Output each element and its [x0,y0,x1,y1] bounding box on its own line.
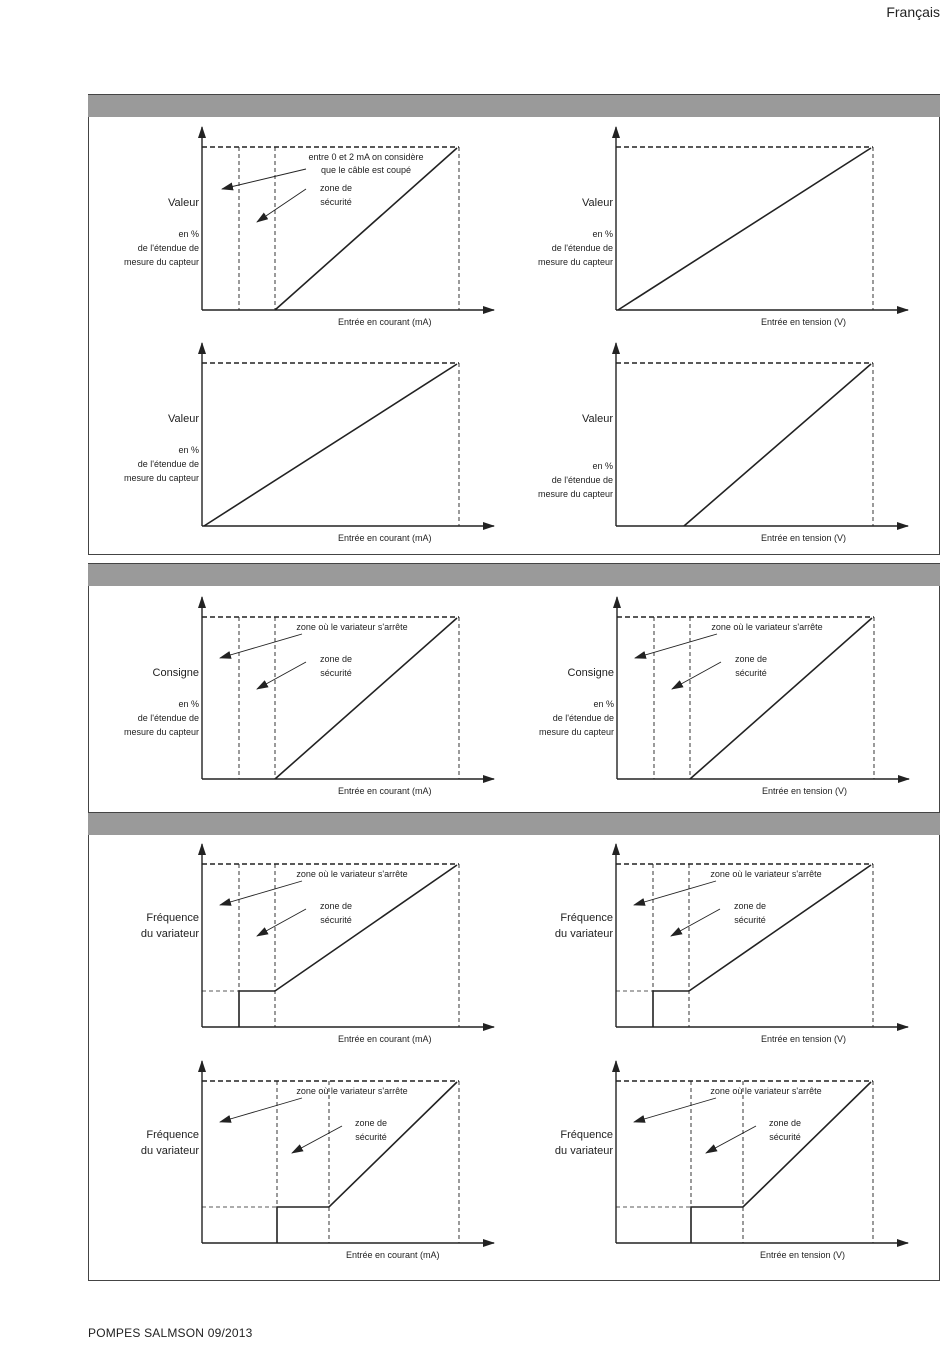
annotation-stop-zone: zone où le variateur s'arrête [296,869,408,879]
y-axis-sublabel: mesure du capteur [123,257,199,267]
annotation-arrow [220,634,302,658]
y-axis-sublabel: en % [178,699,199,709]
annotation-zone: zone de [354,1118,388,1128]
y-axis-sublabel: en % [592,461,613,471]
annotation-zone: sécurité [769,1132,801,1142]
y-axis-sublabel: mesure du capteur [537,257,613,267]
y-axis-label: Valeur [582,197,613,209]
annotation-arrow [222,169,306,189]
diagram-d3 [124,343,494,543]
annotation-zone: zone de [733,901,767,911]
x-axis-label: Entrée en tension (V) [761,317,847,327]
y-axis-sublabel: mesure du capteur [123,727,199,737]
y-axis-sublabel: en % [178,229,199,239]
y-axis-label: Fréquence [560,912,613,924]
y-axis-label: Fréquence [146,912,199,924]
diagram-d8 [555,844,908,1044]
x-axis-label: Entrée en tension (V) [760,1250,846,1260]
diagram-d2 [538,127,908,327]
y-axis-sublabel: en % [178,445,199,455]
annotation-stop-zone: zone où le variateur s'arrête [296,622,408,632]
annotation-cable: entre 0 et 2 mA on considère [308,152,424,162]
annotation-zone: zone de [319,654,353,664]
x-axis-label: Entrée en courant (mA) [338,533,432,543]
y-axis-label: Consigne [152,667,199,679]
diagram-d6 [539,597,909,796]
y-axis-label: du variateur [554,928,613,940]
y-axis-sublabel: de l'étendue de [551,243,613,253]
annotation-stop-zone: zone où le variateur s'arrête [711,622,823,632]
annotation-arrow [634,881,716,905]
y-axis-label: Valeur [168,413,199,425]
y-axis-sublabel: de l'étendue de [137,713,199,723]
annotation-zone: zone de [768,1118,802,1128]
y-axis-sublabel: mesure du capteur [123,473,199,483]
annotation-zone: sécurité [355,1132,387,1142]
annotation-stop-zone: zone où le variateur s'arrête [710,869,822,879]
annotation-arrow [672,662,721,689]
annotation-arrow [635,634,717,658]
annotation-arrow [257,662,306,689]
annotation-stop-zone: zone où le variateur s'arrête [710,1086,822,1096]
diagram-d10 [555,1061,908,1260]
annotation-arrow [220,1098,302,1122]
x-axis-label: Entrée en tension (V) [761,533,847,543]
annotation-zone: zone de [319,901,353,911]
y-axis-sublabel: mesure du capteur [538,727,614,737]
annotation-zone: sécurité [734,915,766,925]
annotation-zone: zone de [734,654,768,664]
annotation-zone: sécurité [320,197,352,207]
y-axis-sublabel: en % [592,229,613,239]
characteristic-line [690,618,872,779]
y-axis-label: du variateur [140,1145,199,1157]
annotation-arrow [220,881,302,905]
diagram-d5 [124,597,494,796]
annotation-arrow [634,1098,716,1122]
y-axis-sublabel: en % [593,699,614,709]
characteristic-line [204,364,457,526]
annotation-arrow [257,909,306,936]
characteristic-line [275,618,457,779]
x-axis-label: Entrée en tension (V) [761,1034,847,1044]
y-axis-label: du variateur [554,1145,613,1157]
characteristic-line [277,1082,457,1243]
characteristic-line [618,148,871,310]
x-axis-label: Entrée en tension (V) [762,786,848,796]
y-axis-label: Consigne [567,667,614,679]
x-axis-label: Entrée en courant (mA) [338,1034,432,1044]
x-axis-label: Entrée en courant (mA) [338,786,432,796]
y-axis-label: Fréquence [560,1129,613,1141]
characteristic-line [653,865,871,1027]
characteristic-line [239,865,457,1027]
y-axis-sublabel: de l'étendue de [552,713,614,723]
y-axis-label: du variateur [140,928,199,940]
diagram-d7 [141,844,494,1044]
annotation-zone: sécurité [735,668,767,678]
diagram-d4 [538,343,908,543]
annotation-zone: sécurité [320,915,352,925]
annotation-cable: que le câble est coupé [320,165,412,175]
diagram-d9 [141,1061,494,1260]
y-axis-sublabel: de l'étendue de [137,243,199,253]
annotation-zone: sécurité [320,668,352,678]
diagram-d1 [124,127,494,327]
characteristic-line [691,1082,871,1243]
y-axis-label: Valeur [168,197,199,209]
annotation-arrow [257,189,306,222]
footer-text: POMPES SALMSON 09/2013 [88,1326,253,1340]
annotation-arrow [706,1126,756,1153]
characteristic-line [684,364,871,526]
y-axis-sublabel: mesure du capteur [537,489,613,499]
y-axis-label: Valeur [582,413,613,425]
annotation-stop-zone: zone où le variateur s'arrête [296,1086,408,1096]
y-axis-sublabel: de l'étendue de [137,459,199,469]
annotation-arrow [671,909,720,936]
annotation-arrow [292,1126,342,1153]
y-axis-label: Fréquence [146,1129,199,1141]
annotation-zone: zone de [319,183,353,193]
y-axis-sublabel: de l'étendue de [551,475,613,485]
x-axis-label: Entrée en courant (mA) [346,1250,440,1260]
x-axis-label: Entrée en courant (mA) [338,317,432,327]
language-label: Français [886,4,940,20]
